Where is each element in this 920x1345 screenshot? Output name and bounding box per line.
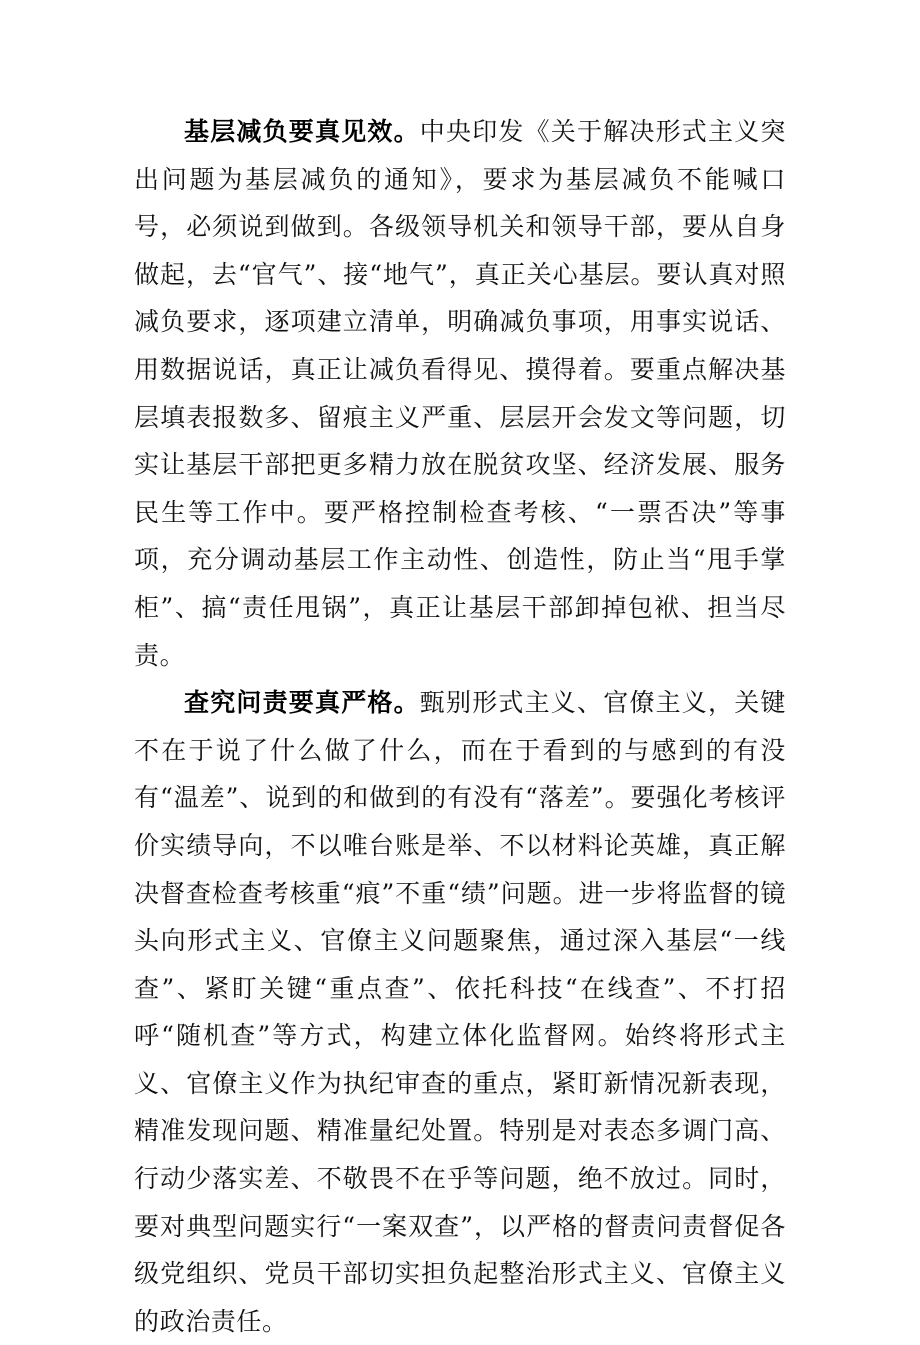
- paragraph-grassroots-burden-reduction: [134, 108, 786, 679]
- paragraph-lead-heading: 基层减负要真见效。: [184, 117, 420, 146]
- paragraph-text: 中央印发《关于解决形式主义突出问题为基层减负的通知》，要求为基层减负不能喊口号，必须说到做到。各级领导机关和领导干部，要从自身做起，去“官气”、接“地气”，真正关心基层。要认真对照减负要求，逐项建立清单，明确减负事项，用事实说话、用数据说话，真正让减负看得见、摸得着。要重点解决基层填表报数多、留痕主义严重、层层开会发文等问题，切实让基层干部把更多精力放在脱贫攻坚、经济发展、服务民生等工作中。要严格控制检查考核、“一票否决”等事项，充分调动基层工作主动性、创造性，防止当“甩手掌柜”、搞“责任甩锅”，真正让基层干部卸掉包袱、担当尽责。: [134, 117, 786, 670]
- paragraph-lead-heading: 查究问责要真严格。: [184, 688, 420, 718]
- paragraph-text: 甄别形式主义、官僚主义，关键不在于说了什么做了什么，而在于看到的与感到的有没有“温差”、说到的和做到的有没有“落差”。要强化考核评价实绩导向，不以唯台账是举、不以材料论英雄，真正解决督查检查考核重“痕”不重“绩”问题。进一步将监督的镜头向形式主义、官僚主义问题聚焦，通过深入基层“一线查”、紧盯关键“重点查”、依托科技“在线查”、不打招呼“随机查”等方式，构建立体化监督网。始终将形式主义、官僚主义作为执纪审查的重点，紧盯新情况新表现，精准发现问题、精准量纪处置。特别是对表态多调门高、行动少落实差、不敬畏不在乎等问题，绝不放过。同时，要对典型问题实行“一案双查”，以严格的督责问责督促各级党组织、党员干部切实担负起整治形式主义、官僚主义的政治责任。: [134, 688, 786, 1336]
- document-body: [134, 108, 786, 1345]
- paragraph-accountability: [134, 679, 786, 1345]
